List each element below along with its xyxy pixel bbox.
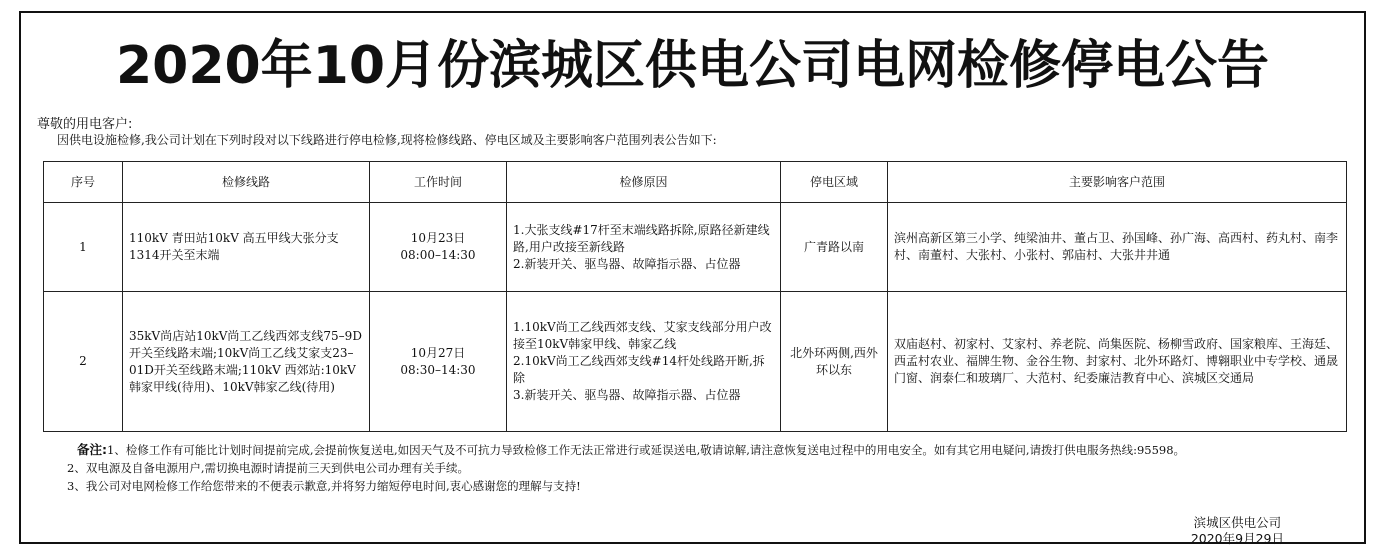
header-customers: 主要影响客户范围 [888, 162, 1347, 203]
greeting: 尊敬的用电客户: [37, 117, 133, 132]
cell-time [370, 203, 507, 292]
notes-label: 备注: [77, 442, 107, 457]
cell-date: 10月27日 [410, 345, 466, 360]
cell-time [370, 292, 507, 432]
note-text-1: 1、检修工作有可能比计划时间提前完成,会提前恢复送电,如因天气及不可抗力导致检修工作无法正常进行或延误送电,敬请谅解,请注意恢复送电过程中的用电安全。如有其它用电疑问,请拨打供电服务热线:95598。 [107, 443, 1186, 457]
cell-hours: 08:00–14:30 [400, 248, 476, 262]
cell-no: 1 [44, 203, 123, 292]
cell-reason [507, 203, 781, 292]
reason-item: 1.大张支线#17杆至末端线路拆除,原路径新建线路,用户改接至新线路 [513, 222, 770, 254]
header-line: 检修线路 [123, 162, 370, 203]
signature-date: 2020年9月29日 [1190, 531, 1284, 546]
intro-text: 因供电设施检修,我公司计划在下列时段对以下线路进行停电检修,现将检修线路、停电区域及主要影响客户范围列表公告如下: [57, 133, 717, 147]
cell-customers: 双庙赵村、初家村、艾家村、养老院、尚集医院、杨柳雪政府、国家粮库、王海廷、西孟村农业、福牌生物、金谷生物、封家村、北外环路灯、博翱职业中专学校、通晟门窗、润泰仁和玻璃厂、大范村、纪委廉洁教育中心、滨城区交通局 [888, 292, 1347, 432]
outage-table [43, 161, 1347, 432]
reason-item: 3.新装开关、驱鸟器、故障指示器、占位器 [513, 388, 741, 402]
header-area: 停电区域 [781, 162, 888, 203]
header-reason: 检修原因 [507, 162, 781, 203]
page-title: 2020年10月份滨城区供电公司电网检修停电公告 [115, 36, 1270, 96]
notice-frame [19, 11, 1366, 544]
cell-date: 10月23日 [410, 231, 466, 245]
reason-item: 2.新装开关、驱鸟器、故障指示器、占位器 [513, 256, 741, 271]
reason-item: 1.10kV尚工乙线西郊支线、艾家支线部分用户改接至10kV韩家甲线、韩家乙线 [513, 320, 772, 351]
cell-line: 35kV尚店站10kV尚工乙线西郊支线75–9D开关至线路末端;10kV尚工乙线艾家支23–01D开关至线路末端;110kV 西郊站:10kV 韩家甲线(待用)、10kV韩家乙线(待用) [123, 292, 370, 432]
table-row [44, 203, 1347, 292]
signature [1191, 515, 1284, 547]
table-header-row [44, 162, 1347, 203]
note-item-2: 2、双电源及自备电源用户,需切换电源时请提前三天到供电公司办理有关手续。 [67, 461, 469, 475]
header-time: 工作时间 [370, 162, 507, 203]
header-no: 序号 [44, 162, 123, 203]
cell-no: 2 [44, 292, 123, 432]
table-row [44, 292, 1347, 432]
cell-area: 广青路以南 [781, 203, 888, 292]
reason-item: 2.10kV尚工乙线西郊支线#14杆处线路开断,拆除 [513, 354, 765, 385]
note-item-3: 3、我公司对电网检修工作给您带来的不便表示歉意,并将努力缩短停电时间,衷心感谢您的理解与支持! [67, 479, 581, 493]
cell-area: 北外环两侧,西外环以东 [781, 292, 888, 432]
cell-line: 110kV 青田站10kV 高五甲线大张分支1314开关至末端 [123, 203, 370, 292]
cell-hours: 08:30–14:30 [400, 362, 476, 377]
cell-customers: 滨州高新区第三小学、纯梁油井、董占卫、孙国峰、孙广海、高西村、药丸村、南李村、南董村、大张村、小张村、郭庙村、大张井井通 [888, 203, 1347, 292]
signature-company: 滨城区供电公司 [1193, 515, 1282, 530]
cell-reason [507, 292, 781, 432]
notes-section [37, 441, 1357, 495]
note-item-1 [37, 441, 1357, 459]
